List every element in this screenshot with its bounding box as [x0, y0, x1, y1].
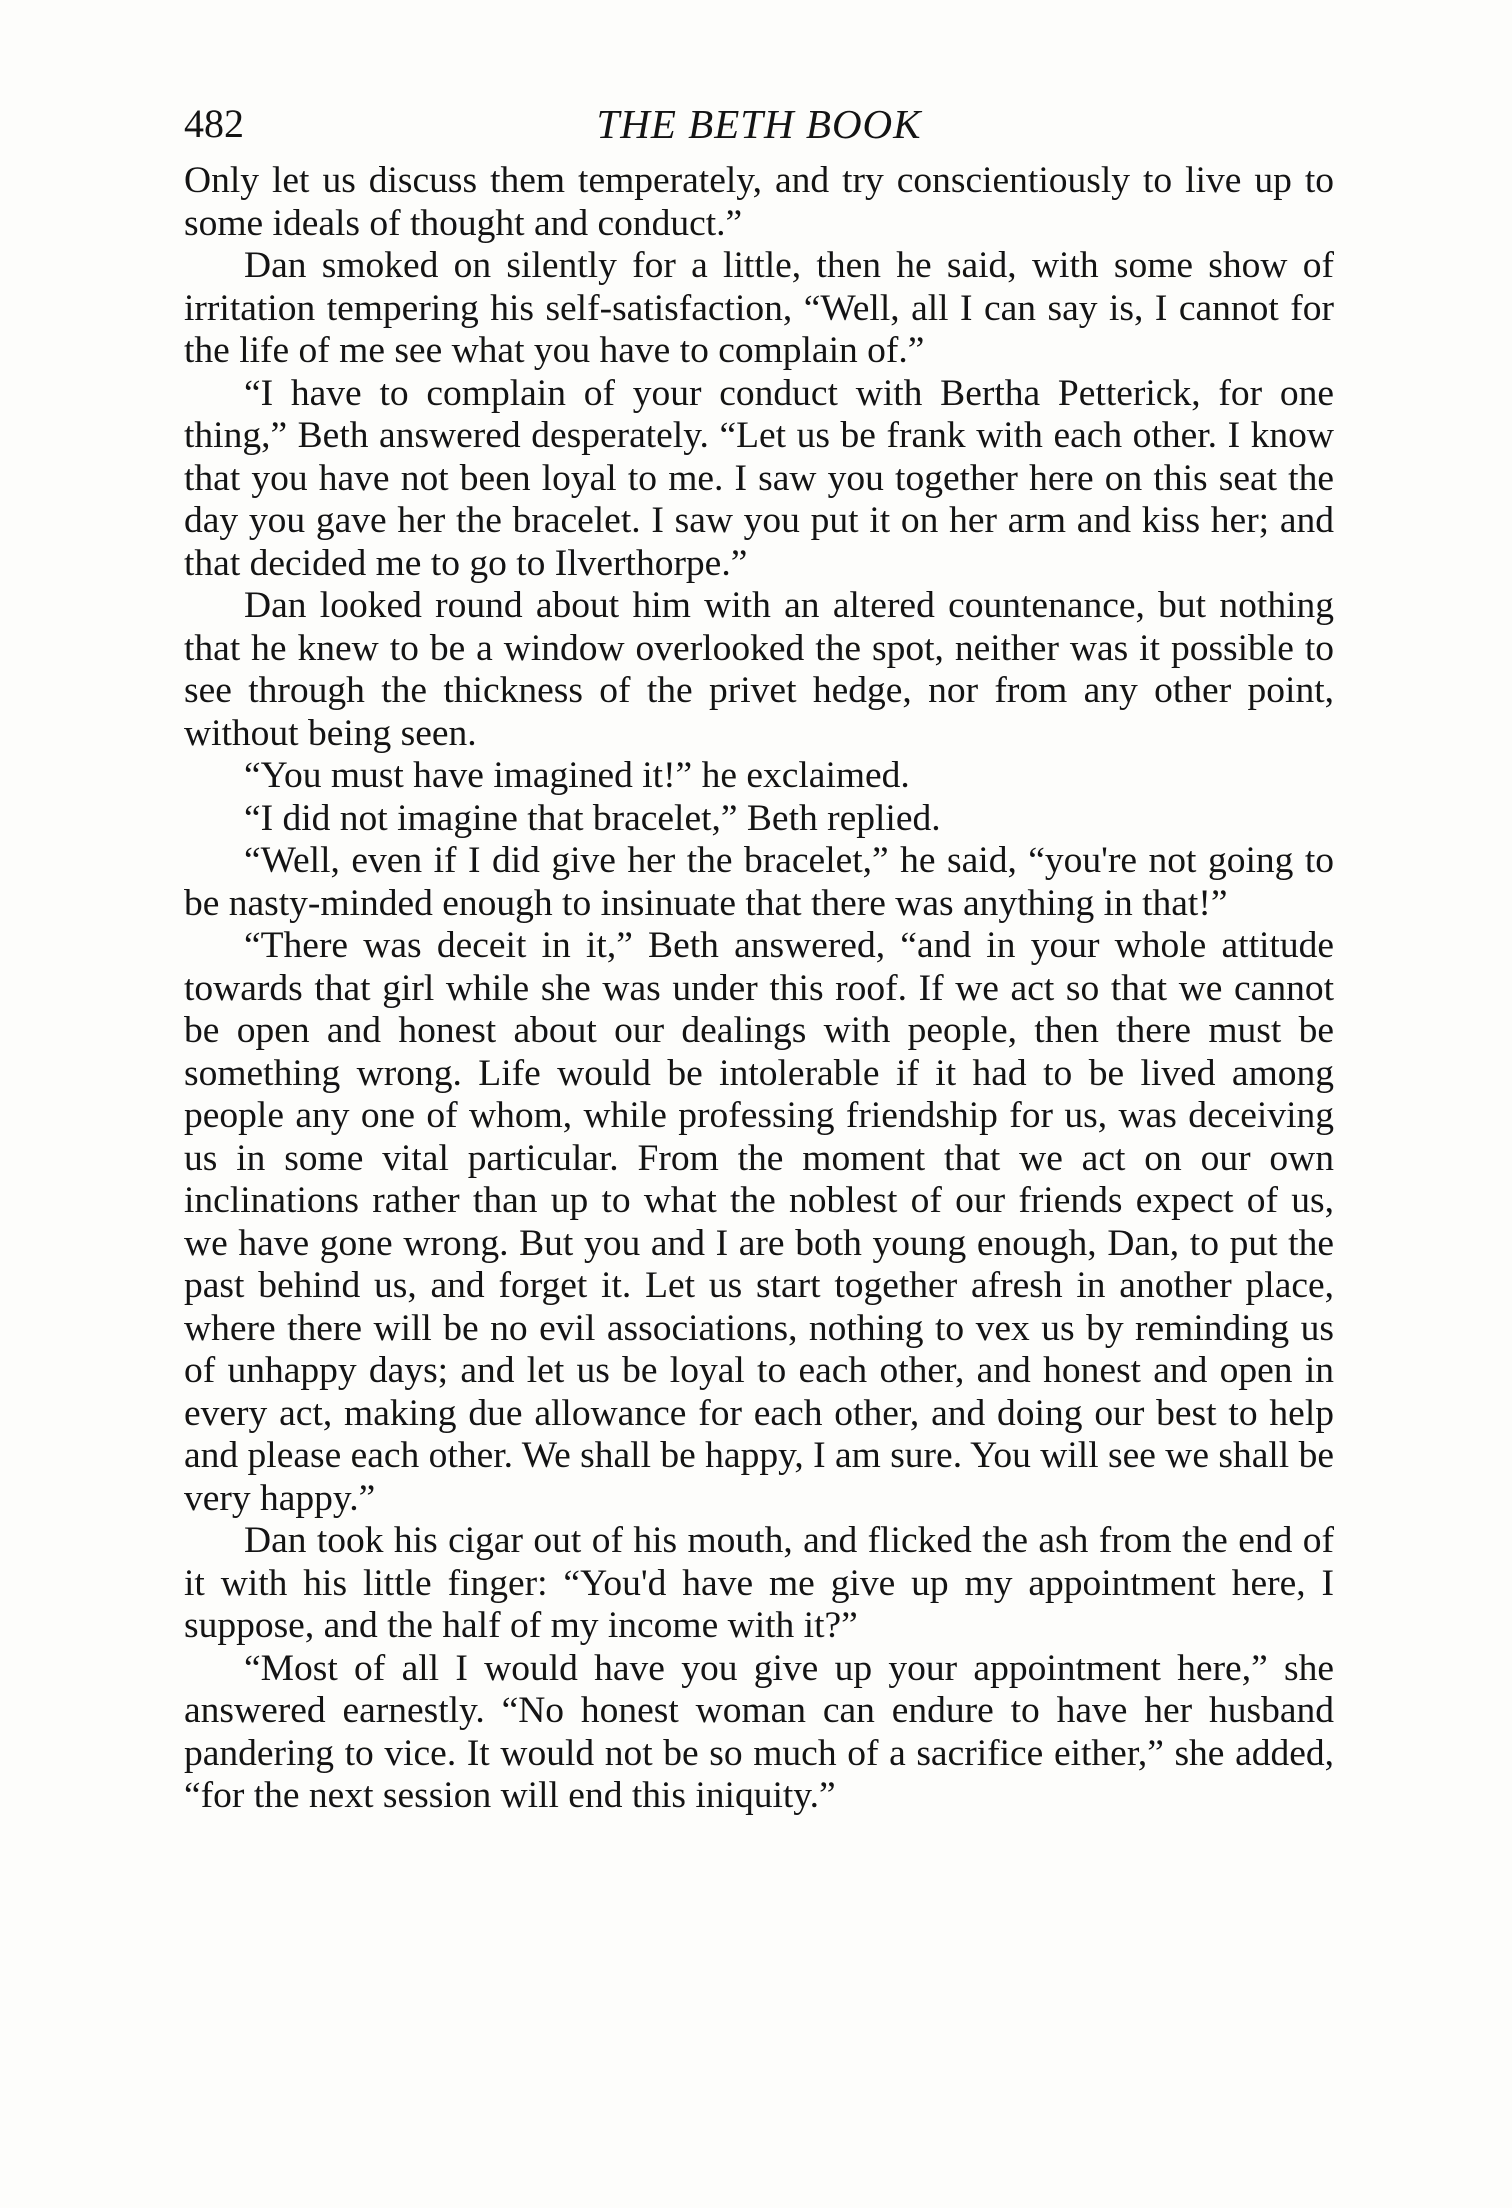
paragraph: “I have to complain of your conduct with Bertha Petterick, for one thing,” Beth answered desperately. “Let us be frank with each other. I know that you have not been loyal to me. I saw you together here on this seat the day you gave her the bracelet. I saw you put it on her arm and kiss her; and that decided me to go to Ilverthorpe.”	[184, 372, 1334, 584]
paragraph: “You must have imagined it!” he exclaimed.	[244, 755, 910, 796]
paragraph: Dan looked round about him with an altered countenance, but nothing that he knew to be a window overlooked the spot, neither was it possible to see through the thickness of the privet hedge, nor from any other point, without being seen.	[184, 585, 1334, 754]
paragraph: Dan took his cigar out of his mouth, and flicked the ash from the end of it with his little finger: “You'd have me give up my appointment here, I suppose, and the half of my income with it?”	[184, 1520, 1334, 1646]
paragraph: “I did not imagine that bracelet,” Beth replied.	[244, 797, 941, 839]
body-text	[184, 160, 1334, 1818]
page-number: 482	[184, 101, 244, 146]
paragraph: “Most of all I would have you give up your appointment here,” she answered earnestly. “No honest woman can endure to have her husband pandering to vice. It would not be so much of a sacrifice either,” she added, “for the next session will end this iniquity.”	[184, 1647, 1334, 1816]
page-header	[184, 96, 1334, 152]
paragraph-continuation: Only let us discuss them temperately, and try conscientiously to live up to some ideals of thought and conduct.”	[184, 160, 1334, 244]
running-title: THE BETH BOOK	[596, 101, 922, 147]
paragraph: Dan smoked on silently for a little, then he said, with some show of irritation tempering his self-satisfaction, “Well, all I can say is, I cannot for the life of me see what you have to complain of.”	[184, 245, 1334, 371]
paragraph: “There was deceit in it,” Beth answered, “and in your whole attitude towards that girl while she was under this roof. If we act so that we cannot be open and honest about our dealings with people, then there must be something wrong. Life would be intolerable if it had to be lived among people any one of whom, while professing friendship for us, was deceiving us in some vital particular. From the moment that we act on our own inclinations rather than up to what the noblest of our friends expect of us, we have gone wrong. But you and I are both young enough, Dan, to put the past behind us, and forget it. Let us start together afresh in another place, where there will be no evil associations, nothing to vex us by reminding us of unhappy days; and let us be loyal to each other, and honest and open in every act, making due allowance for each other, and doing our best to help and please each other. We shall be happy, I am sure. You will see we shall be very happy.”	[184, 925, 1334, 1519]
paragraph: “Well, even if I did give her the bracelet,” he said, “you're not going to be nasty-minded enough to insinuate that there was anything in that!”	[184, 840, 1334, 924]
